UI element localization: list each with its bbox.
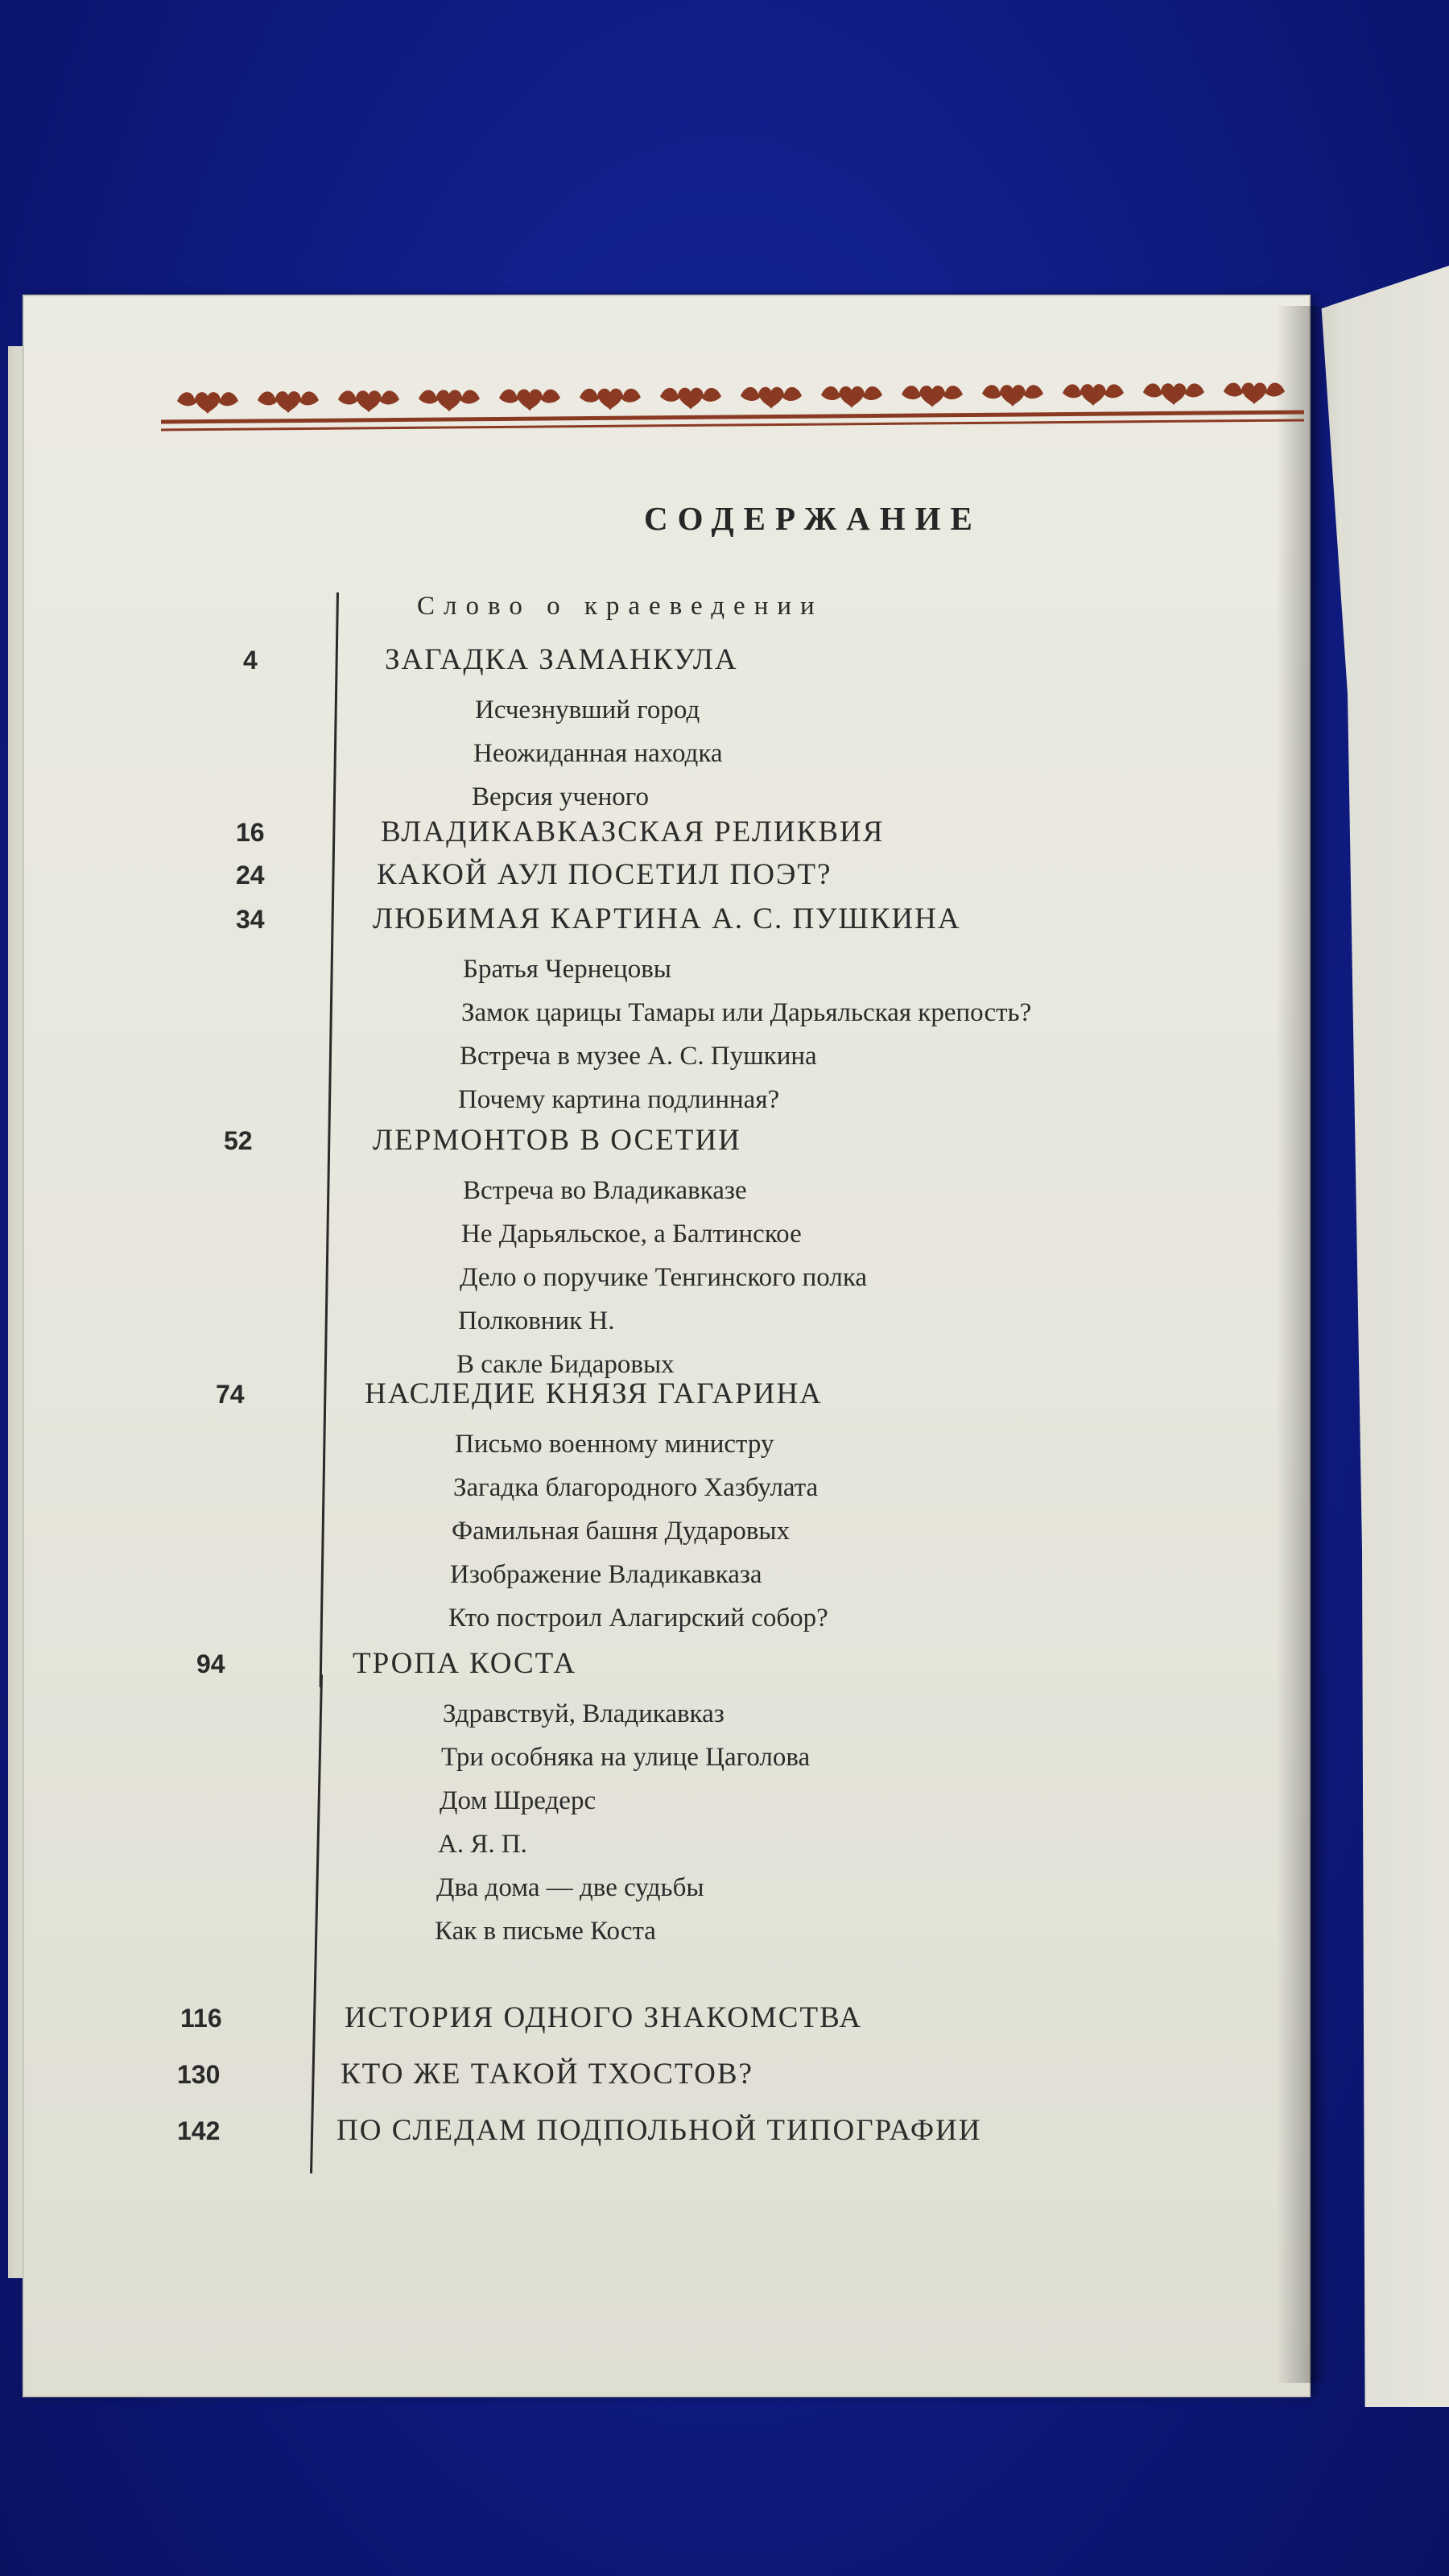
toc-subsection: Неожиданная находка [473, 739, 723, 768]
toc-chapter-title: КАКОЙ АУЛ ПОСЕТИЛ ПОЭТ? [377, 858, 832, 891]
toc-subsection: Почему картина подлинная? [458, 1085, 780, 1114]
toc-subsection: Версия ученого [472, 782, 650, 811]
toc-page-number: 52 [224, 1126, 253, 1155]
toc-chapter-title: ЗАГАДКА ЗАМАНКУЛА [385, 643, 738, 676]
toc-page-number: 142 [177, 2116, 221, 2145]
toc-page-number: 34 [236, 905, 265, 934]
toc-chapter-title: ЛЮБИМАЯ КАРТИНА А. С. ПУШКИНА [373, 902, 961, 935]
toc-chapter-title: ЛЕРМОНТОВ В ОСЕТИИ [373, 1124, 741, 1157]
toc-subsection: Дело о поручике Тенгинского полка [460, 1263, 868, 1292]
toc-subsection: В сакле Бидаровых [456, 1350, 675, 1379]
toc-page-number: 4 [243, 646, 258, 675]
toc-subsection: А. Я. П. [438, 1830, 527, 1859]
gutter-shadow [1276, 306, 1332, 2383]
toc-intro: Слово о краеведении [417, 592, 824, 621]
toc-chapter-title: ИСТОРИЯ ОДНОГО ЗНАКОМСТВА [345, 2001, 863, 2034]
toc-subsection: Братья Чернецовы [463, 955, 671, 984]
toc-chapter-title: ТРОПА КОСТА [353, 1647, 577, 1680]
toc-subsection: Кто построил Алагирский собор? [448, 1604, 828, 1633]
toc-page-number: 24 [236, 861, 265, 890]
toc-page-number: 16 [236, 818, 265, 847]
toc-subsection: Здравствуй, Владикавказ [443, 1699, 724, 1728]
toc-chapter-title: ВЛАДИКАВКАЗСКАЯ РЕЛИКВИЯ [381, 815, 885, 848]
toc-subsection: Замок царицы Тамары или Дарьяльская крепость? [461, 998, 1032, 1027]
toc-subsection: Полковник Н. [458, 1307, 615, 1335]
toc-chapter-title: КТО ЖЕ ТАКОЙ ТХОСТОВ? [341, 2058, 753, 2091]
toc-page-number: 130 [177, 2060, 221, 2089]
toc-subsection: Загадка благородного Хазбулата [453, 1473, 819, 1502]
toc-subsection: Не Дарьяльское, а Балтинское [461, 1220, 802, 1249]
ornament-border [161, 378, 1304, 443]
toc-chapter-title: ПО СЛЕДАМ ПОДПОЛЬНОЙ ТИПОГРАФИИ [336, 2114, 982, 2147]
toc-subsection: Два дома — две судьбы [436, 1873, 704, 1902]
toc-subsection: Письмо военному министру [455, 1430, 774, 1459]
toc-chapter-title: НАСЛЕДИЕ КНЯЗЯ ГАГАРИНА [365, 1377, 823, 1410]
toc-subsection: Как в письме Коста [435, 1917, 656, 1946]
toc-subsection: Исчезнувший город [475, 696, 700, 724]
toc-subsection: Встреча во Владикавказе [463, 1176, 747, 1205]
toc-subsection: Дом Шредерс [440, 1786, 597, 1815]
toc-subsection: Встреча в музее А. С. Пушкина [460, 1042, 817, 1071]
toc-subsection: Изображение Владикавказа [450, 1560, 762, 1589]
toc-heading: СОДЕРЖАНИЕ [644, 500, 982, 537]
toc-subsection: Три особняка на улице Цаголова [441, 1743, 811, 1772]
toc-page-number: 116 [180, 2004, 222, 2033]
toc-page-number: 74 [216, 1380, 245, 1409]
toc-subsection: Фамильная башня Дударовых [452, 1517, 791, 1546]
toc-page-number: 94 [196, 1649, 225, 1678]
